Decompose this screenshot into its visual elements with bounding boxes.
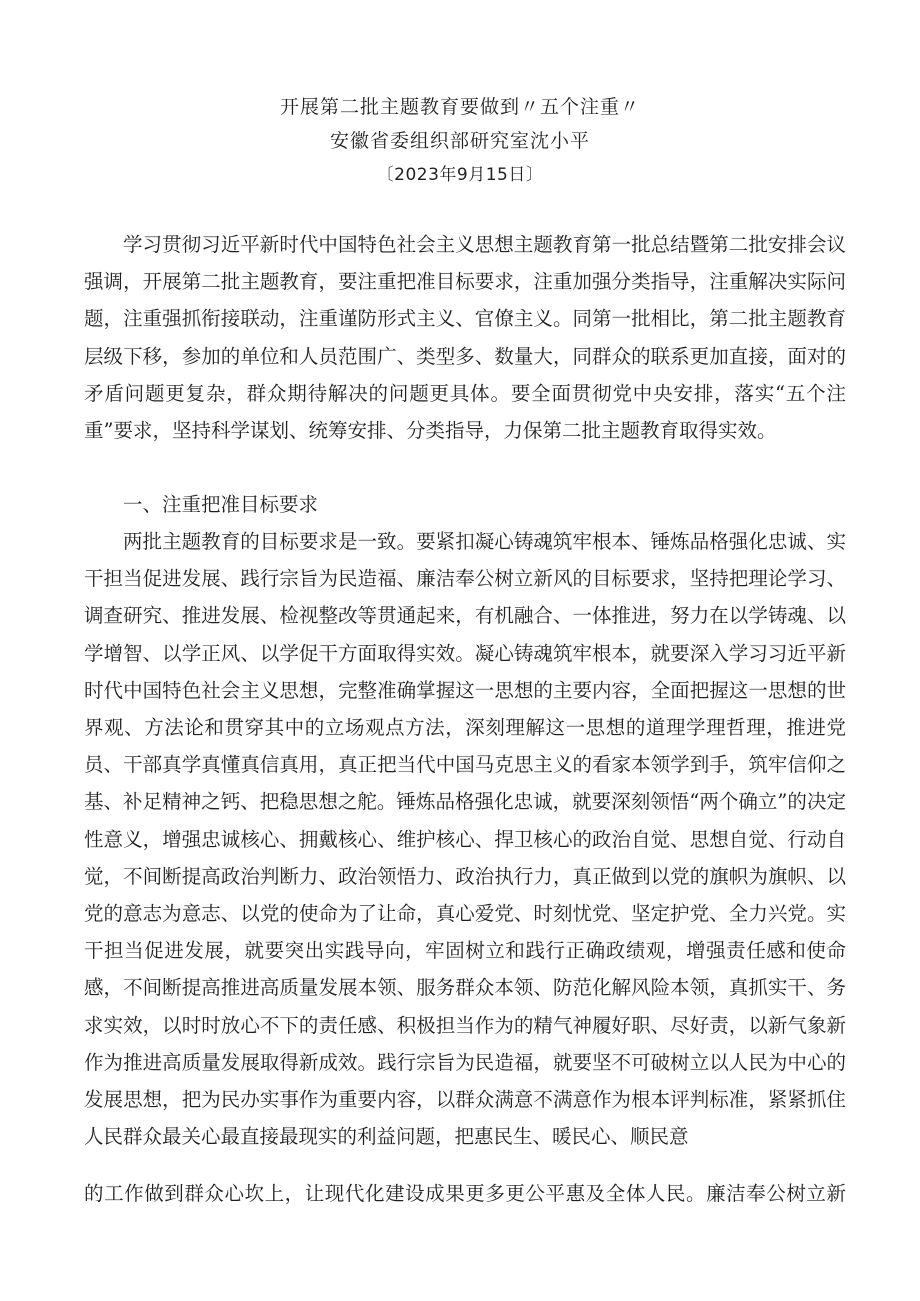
document-date: 〔2023年9月15日〕 (376, 165, 544, 185)
section-heading-one: 一、注重把准目标要求 (123, 493, 319, 516)
document-title: 开展第二批主题教育要做到〃五个注重〃 (279, 96, 640, 118)
continuation-line: 的工作做到群众心坎上，让现代化建设成果更多更公平惠及全体人民。廉洁奉公树立新 (84, 1182, 846, 1205)
section-one-paragraph: 两批主题教育的目标要求是一致。要紧扣凝心铸魂筑牢根本、锤炼品格强化忠诚、实干担当促进发展、践行宗旨为民造福、廉洁奉公树立新风的目标要求，坚持把理论学习、调查研究、推进发展、检视整改等贯通起来，有机融合、一体推进，努力在以学铸魂、以学增智、以学正风、以学促干方面取得实效。凝心铸魂筑牢根本，就要深入学习习近平新时代中国特色社会主义思想，完整准确掌握这一思想的主要内容，全面把握这一思想的世界观、方法论和贯穿其中的立场观点方法，深刻理解这一思想的道理学理哲理，推进党员、干部真学真懂真信真用，真正把当代中国马克思主义的看家本领学到手，筑牢信仰之基、补足精神之钙、把稳思想之舵。锤炼品格强化忠诚，就要深刻领悟“两个确立”的决定性意义，增强忠诚核心、拥戴核心、维护核心、捍卫核心的政治自觉、思想自觉、行动自觉，不间断提高政治判断力、政治领悟力、政治执行力，真正做到以党的旗帜为旗帜、以党的意志为意志、以党的使命为了让命，真心爱党、时刻忧党、坚定护党、全力兴党。实干担当促进发展，就要突出实践导向，牢固树立和践行正确政绩观，增强责任感和使命感，不间断提高推进高质量发展本领、服务群众本领、防范化解风险本领，真抓实干、务求实效，以时时放心不下的责任感、积极担当作为的精气神履好职、尽好责，以新气象新作为推进高质量发展取得新成效。践行宗旨为民造福，就要坚不可破树立以人民为中心的发展思想，把为民办实事作为重要内容，以群众满意不满意作为根本评判标准，紧紧抓住人民群众最关心最直接最现实的利益问题，把惠民生、暖民心、顺民意 (84, 530, 846, 1149)
document-author: 安徽省委组织部研究室沈小平 (329, 130, 590, 152)
intro-paragraph: 学习贯彻习近平新时代中国特色社会主义思想主题教育第一批总结暨第二批安排会议强调，开展第二批主题教育，要注重把准目标要求，注重加强分类指导，注重解决实际问题，注重强抓衔接联动，注重谨防形式主义、官僚主义。同第一批相比，第二批主题教育层级下移，参加的单位和人员范围广、类型多、数量大，同群众的联系更加直接，面对的矛盾问题更复杂，群众期待解决的问题更具体。要全面贯彻党中央安排，落实“五个注重”要求，坚持科学谋划、统筹安排、分类指导，力保第二批主题教育取得实效。 (84, 233, 846, 443)
